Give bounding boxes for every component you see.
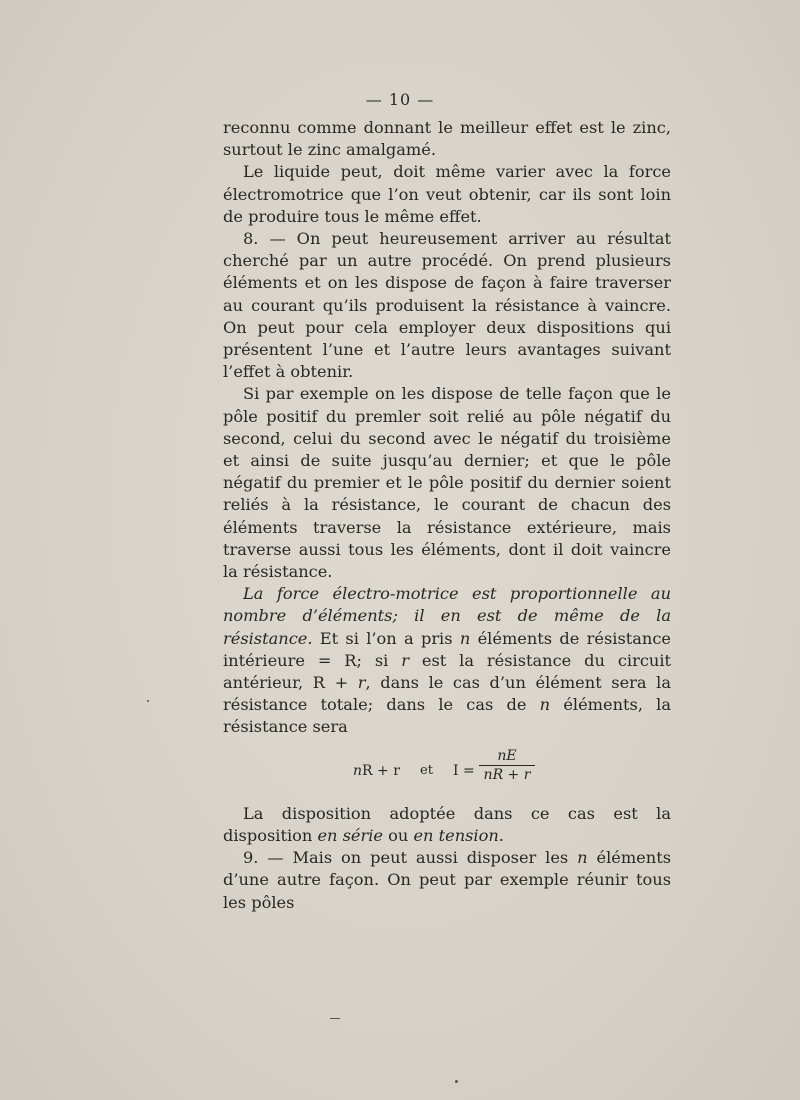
formula-left: nR + r bbox=[353, 762, 400, 779]
paper-speck bbox=[455, 1080, 458, 1083]
formula-fraction bbox=[479, 747, 535, 784]
paragraph-p1: reconnu comme donnant le meilleur effet est le zinc, surtout le zinc amalgamé. bbox=[223, 118, 671, 160]
paragraph-p3: 8. — On peut heureusement arriver au résultat cherché par un autre procédé. On prend plusieurs éléments et on les dispose de façon à faire traverser au courant qu’ils produisent la résistance à vaincre. On peut pour cela employer deux dispositions qui présentent l’une et l’autre leurs avantages suivant l’effet à obtenir. bbox=[223, 229, 671, 382]
page-number: — 10 — bbox=[365, 90, 435, 109]
paragraph-p6: La disposition adoptée dans ce cas est la disposition en série ou en tension. bbox=[223, 803, 671, 845]
paragraph-p2: Le liquide peut, doit même varier avec la force électromotrice que l’on veut obtenir, car ils sont loin de produire tous le même effet. bbox=[223, 162, 671, 226]
body-text bbox=[223, 117, 671, 914]
paragraphs-after-formula bbox=[223, 803, 671, 914]
formula-et: et bbox=[420, 762, 433, 778]
formula-denominator: nR + r bbox=[483, 766, 531, 783]
formula-lhs: I = bbox=[453, 762, 475, 779]
resistance-formula bbox=[223, 747, 671, 791]
paragraph-p4: Si par exemple on les dispose de telle façon que le pôle positif du premler soit relié au pôle négatif du second, celui du second avec le négatif du troisième et ainsi de suite jusqu’au dernier; et que le pôle négatif du premier et le pôle positif du dernier soient reliés à la résistance, le courant de chacun des éléments traverse la résistance extérieure, mais traverse aussi tous les éléments, dont il doit vaincre la résistance. bbox=[223, 384, 671, 582]
paragraph-p5: La force électro-motrice est proportionnelle au nombre d’éléments; il en est de même de la résistance. Et si l’on a pris n éléments de résistance intérieure = R; si r est la résistance du circuit antérieur, R + r, dans le cas d’un élément sera la résistance totale; dans le cas de n éléments, la résistance sera bbox=[223, 584, 671, 737]
formula-numerator: nE bbox=[479, 747, 535, 766]
paper-speck bbox=[330, 1018, 340, 1019]
paragraphs-before-formula bbox=[223, 117, 671, 739]
paragraph-p7: 9. — Mais on peut aussi disposer les n éléments d’une autre façon. On peut par exemple réunir tous les pôles bbox=[223, 848, 672, 912]
paper-speck bbox=[147, 700, 149, 702]
